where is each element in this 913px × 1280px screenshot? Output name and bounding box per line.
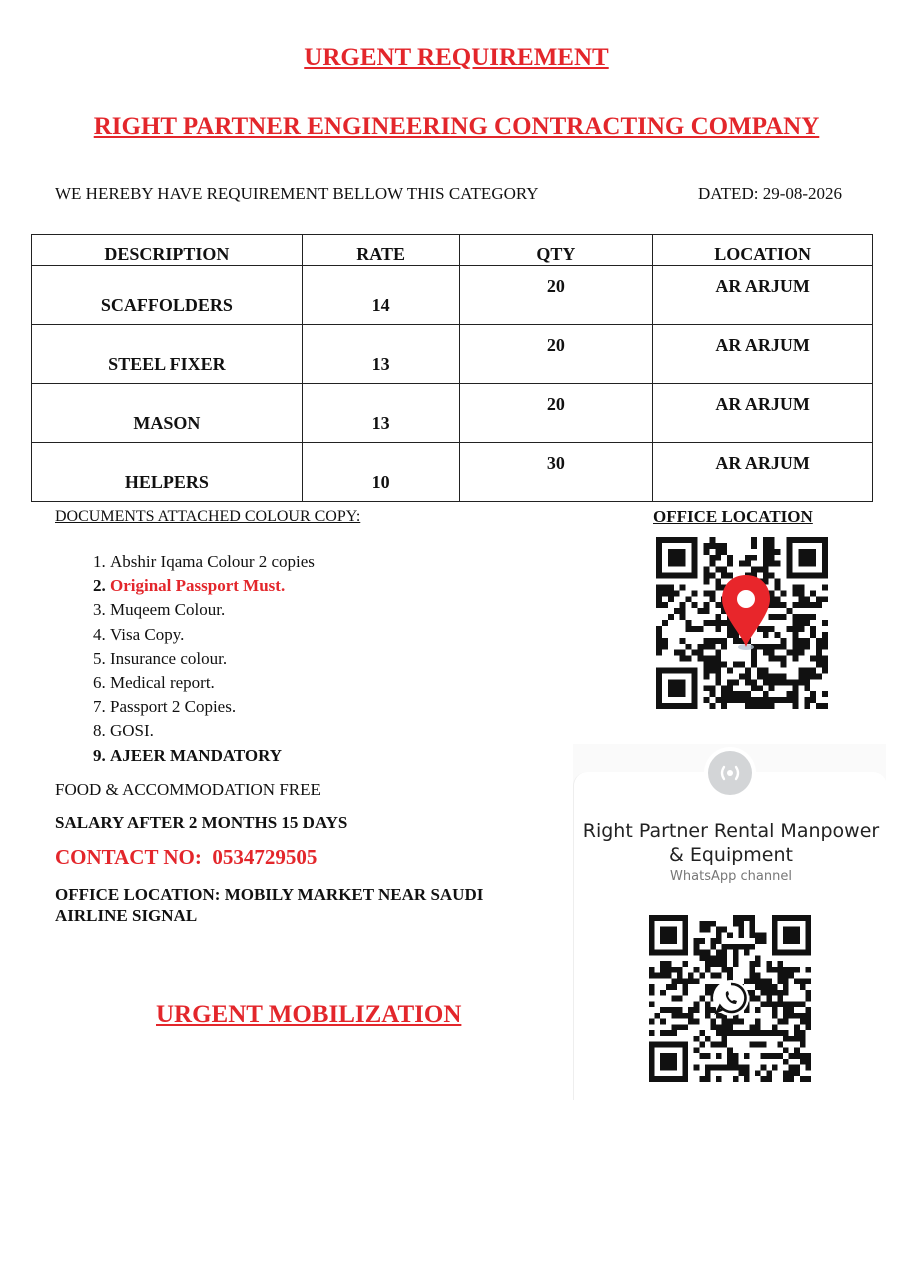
column-header-location: LOCATION [653,235,873,266]
list-item: 5. Insurance colour. [110,647,470,671]
company-name: RIGHT PARTNER ENGINEERING CONTRACTING COMPANY [93,113,820,140]
cell-description: STEEL FIXER [32,325,303,384]
list-item: 2. Original Passport Must. [110,574,470,598]
cell-rate: 13 [302,384,459,443]
list-item: 6. Medical report. [110,671,470,695]
whatsapp-icon [711,978,751,1018]
cell-location: AR ARJUM [653,266,873,325]
column-header-rate: RATE [302,235,459,266]
list-item: 1. Abshir Iqama Colour 2 copies [110,550,470,574]
contact-number: 0534729505 [212,845,318,869]
list-item: 7. Passport 2 Copies. [110,695,470,719]
list-item: 4. Visa Copy. [110,623,470,647]
list-item: 9. AJEER MANDATORY [110,744,470,768]
channel-name: Right Partner Rental Manpower & Equipment [582,820,880,866]
cell-qty: 20 [459,266,653,325]
requirement-table [31,234,873,502]
office-location-text: OFFICE LOCATION: MOBILY MARKET NEAR SAUDI AIRLINE SIGNAL [55,885,484,925]
cell-qty: 30 [459,443,653,502]
table-header-row [32,235,873,266]
food-accommodation-text: FOOD & ACCOMMODATION FREE [55,780,321,799]
list-item: 8. GOSI. [110,719,470,743]
table-row [32,443,873,502]
cell-location: AR ARJUM [653,443,873,502]
cell-rate: 14 [302,266,459,325]
cell-description: MASON [32,384,303,443]
documents-list [55,550,470,768]
page-title: URGENT REQUIREMENT [304,44,609,71]
cell-rate: 10 [302,443,459,502]
salary-text: SALARY AFTER 2 MONTHS 15 DAYS [55,813,348,832]
cell-description: SCAFFOLDERS [32,266,303,325]
channel-avatar-icon [704,747,756,799]
table-row [32,384,873,443]
location-pin-icon [720,573,772,653]
channel-subtitle: WhatsApp channel [670,869,792,884]
cell-location: AR ARJUM [653,384,873,443]
list-item: 3. Muqeem Colour. [110,598,470,622]
column-header-description: DESCRIPTION [32,235,303,266]
table-row [32,325,873,384]
cell-rate: 13 [302,325,459,384]
dated-text: DATED: 29-08-2026 [698,184,843,203]
table-row [32,266,873,325]
documents-heading: DOCUMENTS ATTACHED COLOUR COPY: [55,508,361,525]
contact-label: CONTACT NO: [55,845,202,869]
column-header-qty: QTY [459,235,653,266]
urgent-mobilization: URGENT MOBILIZATION [156,1001,462,1028]
cell-qty: 20 [459,325,653,384]
intro-text: WE HEREBY HAVE REQUIREMENT BELLOW THIS CATEGORY [55,184,539,203]
contact-line [55,845,317,870]
cell-description: HELPERS [32,443,303,502]
office-location-heading: OFFICE LOCATION [653,507,813,526]
cell-qty: 20 [459,384,653,443]
cell-location: AR ARJUM [653,325,873,384]
